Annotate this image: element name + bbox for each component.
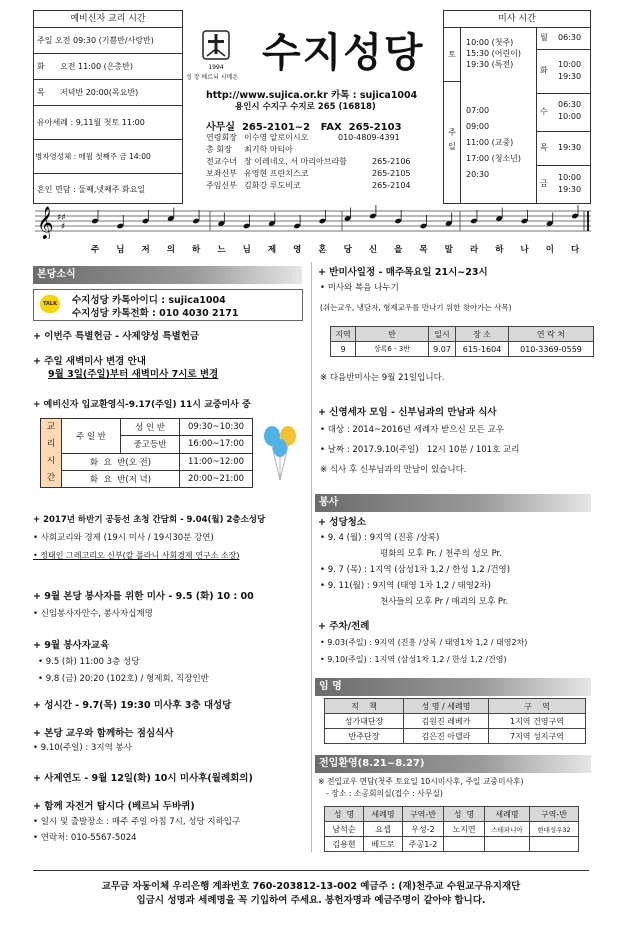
music-staff [35, 205, 591, 255]
section-parish-news: 본당소식 [33, 266, 302, 284]
address-line: 용인시 수지구 수지로 265 (16818) [235, 102, 376, 112]
parking-liturgy: + 주차/전례 [318, 621, 370, 632]
meeting-topic: • 사회교리와 경제 (19시 미사 / 19시30분 강연) [33, 533, 214, 543]
volunteer-training: + 9월 봉사자교육 [33, 640, 110, 651]
lyric-syllable: 라 [469, 245, 479, 255]
lunch-with-parishioners: + 본당 교우와 함께하는 점심식사 [33, 728, 174, 739]
newly-baptized-meeting: + 신영세자 모임 - 신부님과의 만남과 식사 [318, 407, 497, 418]
staff-row: 총 회장 최기학 마티아 [206, 145, 293, 154]
weekday-thu: 목 19:30 [536, 131, 590, 166]
section-service: 봉사 [315, 494, 591, 512]
volunteer-mass-detail: • 신임봉사자안수, 봉사자십계명 [33, 609, 153, 619]
mass-times-box [443, 10, 591, 204]
bicycle-contact: • 연락처: 010-5567-5024 [33, 833, 137, 843]
new-member-table: 성 명 세례명 구역-반 성 명 세례명 구역-반 남석순 요셉 우성-2 노지연 스테파니아 현대성우32 김용현 베드로 주공1-2 [324, 806, 579, 852]
training-1: • 9.5 (화) 11:00 3층 성당 [38, 657, 140, 667]
volunteer-mass: + 9월 본당 봉사자를 위한 미사 - 9.5 (화) 10 : 00 [33, 591, 254, 602]
catechumen-row: 유아세례 : 9,11월 첫토 11:00 [34, 106, 182, 140]
lyric-syllable: 저 [141, 245, 150, 255]
new-member-place: - 장소 : 소공회의실(접수 : 사무실) [326, 789, 443, 798]
sunday-times: 07:00 09:00 11:00 (교중) 17:00 (청소년) 20:30 [466, 106, 522, 179]
newly-baptized-date: • 날짜 : 2017.9.10(주일) 12시 10분 / 101호 교리 [320, 445, 520, 455]
weekday-mon: 월 06:30 [536, 28, 590, 50]
lyric-syllable: 당 [343, 245, 352, 255]
cleaning-row: 평화의 모후 Pr. / 천주의 성모 Pr. [380, 549, 502, 559]
weekday-fri: 금 10:00 19:30 [540, 173, 582, 194]
balloons-icon [262, 424, 298, 482]
parking-row: • 9.10(주일) : 1지역 (삼성1차 1,2 / 한성 1,2 /건영) [320, 655, 507, 664]
kakao-talk-icon: TALK [40, 295, 60, 313]
office-line: 사무실 265-2101~2 FAX 265-2103 [206, 122, 402, 133]
parking-row: • 9.03(주일) : 9지역 (진흥 /상록 / 태영1차 1,2 / 태영2차) [320, 638, 528, 647]
church-cleaning: + 성당청소 [318, 517, 366, 528]
music-notes-icon [35, 205, 591, 239]
website-line[interactable]: http://www.sujica.or.kr 카톡 : sujica1004 [206, 90, 418, 101]
next-ban-mass-note: ※ 다음반미사는 9월 21일입니다. [320, 373, 445, 383]
lyric-syllable: 이 [545, 245, 554, 255]
cleaning-row: • 9. 11(월) : 9지역 (태영 1차 1,2 / 태영2차) [320, 581, 491, 591]
svg-text:𝄞: 𝄞 [37, 206, 54, 239]
bicycle-club: + 함께 자전거 탑시다 (베르뇌 두바퀴) [33, 801, 195, 812]
bicycle-time-place: • 일시 및 출발장소 : 매주 주일 아침 7시, 성당 지하입구 [33, 817, 241, 827]
footer-divider [33, 870, 589, 871]
staff-row: 주임신부 김화강 루도비코 265-2104 [206, 181, 411, 190]
catechumen-title: 예비신자 교리 시간 [34, 11, 182, 28]
catechumen-row: 화 오전 11:00 (은총반) [34, 54, 182, 80]
ban-mass-table: 지역 반 일시 장 소 연 락 처 9 상록6 - 3반 9.07 615-1604 010-3369-0559 [330, 326, 594, 357]
music-lyrics [35, 243, 591, 255]
kakao-phone: 수지성당 카톡전화 : 010 4030 2171 [72, 308, 239, 319]
holy-hour: + 성시간 - 9.7(목) 19:30 미사후 3층 대성당 [33, 700, 232, 711]
meeting-speaker: • 정태인 그레고리오 신부(칼 폴라니 사회경제 연구소 소장) [33, 551, 240, 560]
lunch-detail: • 9.10(주일) : 3지역 봉사 [33, 743, 132, 753]
footer-note-line: 입금시 성명과 세례명을 꼭 기입하여 주세요. 봉헌자명과 예금주명이 같아야 합니다. [136, 895, 486, 906]
lyric-syllable: 말 [444, 245, 453, 255]
lyric-syllable: 하 [192, 245, 201, 255]
ban-mass-note: (쉬는교우, 냉담자, 형제교우를 만나기 위한 찾아가는 사목) [320, 303, 512, 312]
saturday-label: 토 [444, 28, 461, 82]
cleaning-row: • 9. 4 (월) : 9지역 (진흥 /상록) [320, 533, 440, 543]
ban-mass-schedule: + 반미사일정 - 매주목요일 21시~23시 [318, 267, 488, 278]
catechumen-row: 혼인 면담 : 둘째,넷째주 화요일 [37, 185, 146, 194]
welcome-ceremony: + 예비신자 입교환영식-9.17(주일) 11시 교중미사 중 [33, 400, 251, 410]
training-2: • 9.8 (금) 20:20 (102호) / 형제회, 직장인반 [38, 674, 209, 684]
lyric-syllable: 하 [495, 245, 504, 255]
church-name: 수지성당 [262, 30, 425, 76]
section-new-members: 전입환영(8.21~8.27) [315, 755, 591, 773]
newly-baptized-note: ※ 식사 후 신부님과의 만남이 있습니다. [320, 465, 467, 475]
common-good-meeting: + 2017년 하반기 공동선 초청 간담회 - 9.04(월) 2층소성당 [33, 515, 266, 525]
lyric-syllable: 혼 [318, 245, 327, 255]
logo-caption: 성 장 베르뇌 시메온 [186, 74, 239, 81]
new-member-note: ※ 전입교우 면담(첫주 토요일 10시미사후, 주일 교중미사후) [318, 777, 524, 786]
lyric-syllable: 영 [293, 245, 302, 255]
section-appointment: 임 명 [315, 678, 591, 696]
catechism-side: 교 리 시 간 [41, 419, 62, 488]
lyric-syllable: 을 [394, 245, 403, 255]
lyric-syllable: 느 [217, 245, 226, 255]
mass-title: 미사 시간 [444, 11, 590, 28]
kakao-id: 수지성당 카톡아이디 : sujica1004 [72, 295, 226, 306]
weekday-tue: 화 10:00 19:30 [536, 49, 590, 94]
staff-row: 전교수녀 장 이레네오, 서 마리아브라함 265-2106 [206, 157, 411, 166]
lyric-syllable: 님 [116, 245, 125, 255]
cleaning-row: 천사들의 모후 Pr / 매괴의 모후 Pr. [380, 597, 509, 607]
appointment-table: 직 책 성 명 / 세례명 구 역 성가대단장 김원진 레베카 1지역 건영구역 반주단장 김은진 아델라 7지역 성지구역 [324, 698, 586, 744]
lyric-syllable: 신 [368, 245, 378, 255]
church-emblem-icon [202, 30, 230, 60]
sunday-label: 주일 [444, 81, 461, 203]
dawn-mass-change-detail: 9월 3일(주일)부터 새벽미사 7시로 변경 [48, 369, 219, 380]
staff-row: 연령회장 이수영 알로이시오 010-4809-4391 [206, 133, 400, 142]
logo-year: 1994 [208, 64, 224, 71]
dawn-mass-change: + 주일 새벽미사 변경 안내 [33, 356, 146, 367]
newly-baptized-target: • 대상 : 2014~2016년 세례자 받으신 모든 교우 [320, 425, 504, 435]
catechumen-schedule-box [33, 10, 183, 204]
catechism-schedule-table: 교 리 시 간 주 일 반 성 인 반 09:30~10:30 중고등반 16:00~17:00 화 요 반(오 전) 11:00~12:00 화 요 반(저 녁) 20:00~21:00 [40, 418, 253, 488]
ban-mass-detail: • 미사와 복음 나누기 [320, 283, 399, 293]
lyric-syllable: 의 [166, 245, 175, 255]
special-offering: + 이번주 특별헌금 - 사제양성 특별헌금 [33, 331, 200, 342]
cleaning-row: • 9. 7 (목) : 1지역 (삼성1차 1,2 / 한성 1,2 /건영) [320, 565, 511, 575]
lyric-syllable: 다 [571, 245, 580, 255]
weekday-wed: 수 06:30 10:00 [536, 93, 590, 132]
lyric-syllable: 목 [419, 245, 428, 255]
svg-text:♯♯: ♯♯ [57, 213, 66, 223]
column-divider [311, 262, 312, 852]
priest-memorial: + 사제연도 - 9월 12일(화) 10시 미사후(월례회의) [33, 773, 253, 784]
staff-row: 보좌신부 유영현 프란치스코 265-2105 [206, 169, 411, 178]
lyric-syllable: 제 [267, 245, 277, 255]
staff-list [206, 132, 436, 192]
catechumen-row: 병자영성체 : 매월 첫째주 금 14:00 [34, 140, 182, 174]
lyric-syllable: 주 [91, 245, 100, 255]
lyric-syllable: 님 [242, 245, 251, 255]
footer-bank-line: 교무금 자동이체 우리은행 계좌번호 760-203812-13-002 예금주 : (재)천주교 수원교구유지재단 [101, 881, 521, 892]
kakao-box [33, 289, 303, 321]
catechumen-row: 목 저녁반 20:00(목요반) [34, 80, 182, 106]
saturday-times: 10:00 (첫주) 15:30 (어린이) 19:30 (특전) [466, 38, 522, 69]
catechumen-row: 주일 오전 09:30 (기쁨반/사랑반) [34, 28, 182, 54]
svg-text:♯: ♯ [61, 222, 66, 232]
lyric-syllable: 나 [520, 245, 529, 255]
